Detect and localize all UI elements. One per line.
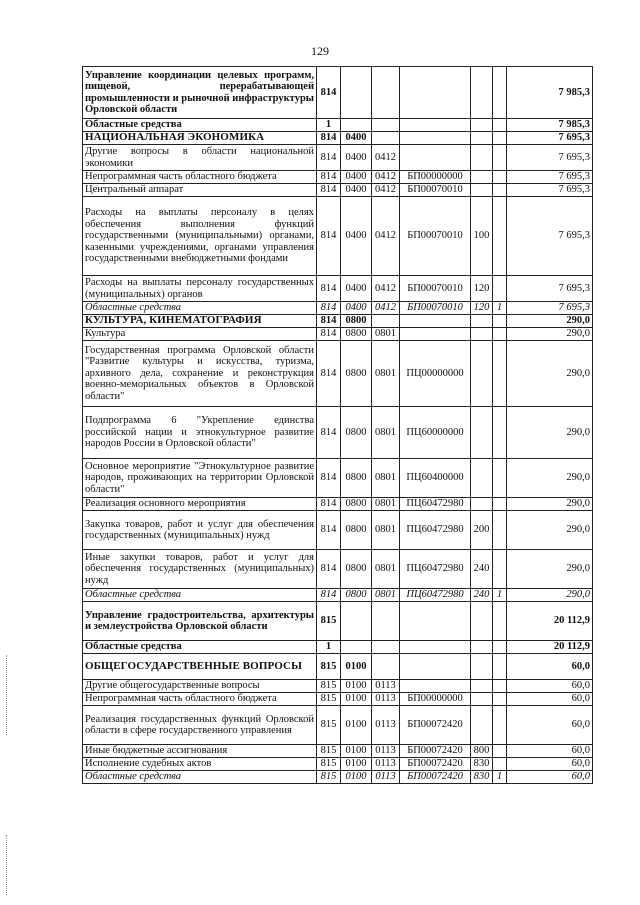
table-row <box>83 498 593 511</box>
amount: 290,0 <box>507 459 593 498</box>
row-name: Областные средства <box>83 641 317 654</box>
code-target-article: БП00070010 <box>400 276 471 302</box>
code-section: 0400 <box>341 197 372 276</box>
row-name: ОБЩЕГОСУДАРСТВЕННЫЕ ВОПРОСЫ <box>83 654 317 680</box>
code-target-article <box>400 328 471 341</box>
code-target-article: БП00070010 <box>400 302 471 315</box>
code-target-article: ПЦ60472980 <box>400 550 471 589</box>
code-funding-source <box>493 276 507 302</box>
table-row <box>83 132 593 145</box>
code-grbs: 814 <box>317 550 341 589</box>
code-subsection: 0801 <box>372 459 400 498</box>
table-row <box>83 654 593 680</box>
code-grbs: 814 <box>317 171 341 184</box>
code-subsection <box>372 67 400 119</box>
amount: 7 695,3 <box>507 276 593 302</box>
table-row <box>83 459 593 498</box>
table-row <box>83 511 593 550</box>
amount: 20 112,9 <box>507 641 593 654</box>
code-target-article: ПЦ60472980 <box>400 498 471 511</box>
code-section: 0800 <box>341 589 372 602</box>
code-target-article: ПЦ60472980 <box>400 511 471 550</box>
code-expense-type <box>471 67 493 119</box>
code-funding-source <box>493 654 507 680</box>
code-funding-source: 1 <box>493 771 507 784</box>
row-name: Управление градостроительства, архитектуры и землеустройства Орловской области <box>83 602 317 641</box>
table-row <box>83 171 593 184</box>
table-row <box>83 693 593 706</box>
row-name: Культура <box>83 328 317 341</box>
code-target-article: БП00000000 <box>400 693 471 706</box>
code-target-article <box>400 315 471 328</box>
code-section: 0800 <box>341 407 372 459</box>
row-name: Другие общегосударственные вопросы <box>83 680 317 693</box>
code-funding-source <box>493 758 507 771</box>
code-target-article: ПЦ60472980 <box>400 589 471 602</box>
row-name: Подпрограмма 6 "Укрепление единства российской нации и этнокультурное развитие народов России в Орловской области" <box>83 407 317 459</box>
code-section: 0400 <box>341 171 372 184</box>
code-subsection: 0113 <box>372 771 400 784</box>
code-expense-type <box>471 341 493 407</box>
row-name: Областные средства <box>83 771 317 784</box>
row-name: Реализация государственных функций Орловской области в сфере государственного управления <box>83 706 317 745</box>
code-funding-source <box>493 641 507 654</box>
code-expense-type <box>471 602 493 641</box>
scan-edge-marks <box>6 655 11 735</box>
code-section: 0100 <box>341 654 372 680</box>
code-subsection: 0801 <box>372 589 400 602</box>
amount: 60,0 <box>507 680 593 693</box>
row-name: Центральный аппарат <box>83 184 317 197</box>
code-subsection <box>372 641 400 654</box>
code-section: 0800 <box>341 498 372 511</box>
code-target-article: БП00072420 <box>400 771 471 784</box>
table-row <box>83 197 593 276</box>
code-grbs: 815 <box>317 680 341 693</box>
code-expense-type: 830 <box>471 758 493 771</box>
code-expense-type <box>471 184 493 197</box>
code-target-article: БП00070010 <box>400 184 471 197</box>
code-funding-source <box>493 145 507 171</box>
code-subsection: 0412 <box>372 197 400 276</box>
row-name: Непрограммная часть областного бюджета <box>83 693 317 706</box>
amount: 60,0 <box>507 693 593 706</box>
code-subsection <box>372 315 400 328</box>
code-expense-type <box>471 693 493 706</box>
code-expense-type <box>471 680 493 693</box>
code-target-article: ПЦ00000000 <box>400 341 471 407</box>
code-section: 0100 <box>341 680 372 693</box>
row-name: Управление координации целевых программ, пищевой, перерабатывающей промышленности и рыночной инфраструктуры Орловской области <box>83 67 317 119</box>
code-grbs: 815 <box>317 745 341 758</box>
amount: 60,0 <box>507 771 593 784</box>
table-row <box>83 67 593 119</box>
row-name: Другие вопросы в области национальной экономики <box>83 145 317 171</box>
amount: 7 985,3 <box>507 67 593 119</box>
code-funding-source <box>493 745 507 758</box>
code-target-article: ПЦ60000000 <box>400 407 471 459</box>
code-section <box>341 602 372 641</box>
code-subsection: 0113 <box>372 745 400 758</box>
code-section: 0400 <box>341 276 372 302</box>
table-row <box>83 119 593 132</box>
amount: 7 695,3 <box>507 171 593 184</box>
code-funding-source <box>493 184 507 197</box>
amount: 7 985,3 <box>507 119 593 132</box>
code-subsection: 0113 <box>372 706 400 745</box>
row-name: Областные средства <box>83 119 317 132</box>
code-target-article <box>400 145 471 171</box>
code-target-article <box>400 602 471 641</box>
code-subsection: 0801 <box>372 498 400 511</box>
amount: 290,0 <box>507 550 593 589</box>
code-grbs: 814 <box>317 145 341 171</box>
budget-table-body <box>83 67 593 784</box>
row-name: Исполнение судебных актов <box>83 758 317 771</box>
row-name: НАЦИОНАЛЬНАЯ ЭКОНОМИКА <box>83 132 317 145</box>
scan-edge-marks <box>6 835 11 895</box>
row-name: Областные средства <box>83 589 317 602</box>
code-funding-source <box>493 341 507 407</box>
row-name: КУЛЬТУРА, КИНЕМАТОГРАФИЯ <box>83 315 317 328</box>
code-expense-type: 240 <box>471 550 493 589</box>
amount: 7 695,3 <box>507 132 593 145</box>
amount: 290,0 <box>507 315 593 328</box>
row-name: Государственная программа Орловской области "Развитие культуры и искусства, туризма, архивного дела, сохранение и реконструкция военно-мемориальных объектов в Орловской области" <box>83 341 317 407</box>
table-row <box>83 771 593 784</box>
code-funding-source <box>493 328 507 341</box>
code-funding-source <box>493 706 507 745</box>
code-target-article: БП00072420 <box>400 706 471 745</box>
amount: 290,0 <box>507 407 593 459</box>
code-subsection: 0412 <box>372 145 400 171</box>
code-expense-type <box>471 654 493 680</box>
code-expense-type <box>471 132 493 145</box>
code-expense-type: 120 <box>471 302 493 315</box>
code-grbs: 814 <box>317 132 341 145</box>
code-grbs: 814 <box>317 276 341 302</box>
code-grbs: 814 <box>317 315 341 328</box>
code-funding-source <box>493 67 507 119</box>
code-funding-source <box>493 171 507 184</box>
code-target-article <box>400 654 471 680</box>
code-grbs: 815 <box>317 654 341 680</box>
code-expense-type <box>471 145 493 171</box>
code-section <box>341 641 372 654</box>
code-funding-source: 1 <box>493 302 507 315</box>
table-row <box>83 758 593 771</box>
code-section: 0100 <box>341 771 372 784</box>
code-grbs: 814 <box>317 589 341 602</box>
code-expense-type: 120 <box>471 276 493 302</box>
code-grbs: 814 <box>317 184 341 197</box>
table-row <box>83 145 593 171</box>
code-grbs: 814 <box>317 197 341 276</box>
code-expense-type: 830 <box>471 771 493 784</box>
code-subsection: 0113 <box>372 680 400 693</box>
table-row <box>83 341 593 407</box>
code-subsection: 0412 <box>372 184 400 197</box>
code-expense-type <box>471 119 493 132</box>
table-row <box>83 641 593 654</box>
table-row <box>83 602 593 641</box>
amount: 60,0 <box>507 758 593 771</box>
code-section: 0800 <box>341 550 372 589</box>
table-row <box>83 276 593 302</box>
row-name: Расходы на выплаты персоналу в целях обеспечения выполнения функций государственными (муниципальными) органами, казенными учреждениями, органами управления государственными внебюджетными фондами <box>83 197 317 276</box>
code-grbs: 814 <box>317 302 341 315</box>
code-funding-source <box>493 315 507 328</box>
table-row <box>83 706 593 745</box>
table-row <box>83 328 593 341</box>
amount: 290,0 <box>507 498 593 511</box>
code-funding-source <box>493 119 507 132</box>
code-section <box>341 67 372 119</box>
row-name: Расходы на выплаты персоналу государственных (муниципальных) органов <box>83 276 317 302</box>
code-funding-source <box>493 197 507 276</box>
code-target-article: БП00000000 <box>400 171 471 184</box>
code-subsection: 0412 <box>372 302 400 315</box>
code-funding-source <box>493 602 507 641</box>
code-expense-type <box>471 315 493 328</box>
code-grbs: 814 <box>317 407 341 459</box>
code-section: 0800 <box>341 459 372 498</box>
code-subsection: 0801 <box>372 511 400 550</box>
code-target-article <box>400 119 471 132</box>
code-grbs: 1 <box>317 119 341 132</box>
table-row <box>83 589 593 602</box>
code-subsection <box>372 602 400 641</box>
table-row <box>83 184 593 197</box>
code-subsection: 0801 <box>372 550 400 589</box>
row-name: Закупка товаров, работ и услуг для обеспечения государственных (муниципальных) нужд <box>83 511 317 550</box>
code-target-article: БП00072420 <box>400 758 471 771</box>
row-name: Иные закупки товаров, работ и услуг для обеспечения государственных (муниципальных) нужд <box>83 550 317 589</box>
code-subsection <box>372 119 400 132</box>
code-grbs: 815 <box>317 758 341 771</box>
amount: 7 695,3 <box>507 302 593 315</box>
amount: 7 695,3 <box>507 184 593 197</box>
page-number: 129 <box>311 44 329 58</box>
amount: 7 695,3 <box>507 197 593 276</box>
table-row <box>83 302 593 315</box>
code-grbs: 814 <box>317 328 341 341</box>
code-subsection: 0801 <box>372 328 400 341</box>
code-grbs: 814 <box>317 67 341 119</box>
code-grbs: 814 <box>317 341 341 407</box>
code-grbs: 815 <box>317 602 341 641</box>
amount: 7 695,3 <box>507 145 593 171</box>
code-section: 0800 <box>341 511 372 550</box>
code-funding-source <box>493 498 507 511</box>
table-row <box>83 407 593 459</box>
row-name: Областные средства <box>83 302 317 315</box>
code-subsection: 0113 <box>372 758 400 771</box>
code-expense-type <box>471 407 493 459</box>
table-row <box>83 745 593 758</box>
code-expense-type <box>471 706 493 745</box>
code-target-article: БП00072420 <box>400 745 471 758</box>
code-expense-type: 200 <box>471 511 493 550</box>
code-section <box>341 119 372 132</box>
code-funding-source <box>493 407 507 459</box>
amount: 60,0 <box>507 706 593 745</box>
amount: 290,0 <box>507 328 593 341</box>
row-name: Основное мероприятие "Этнокультурное развитие народов, проживающих на территории Орловской области" <box>83 459 317 498</box>
code-funding-source <box>493 550 507 589</box>
code-funding-source: 1 <box>493 589 507 602</box>
code-expense-type: 240 <box>471 589 493 602</box>
code-section: 0400 <box>341 145 372 171</box>
code-grbs: 815 <box>317 706 341 745</box>
code-funding-source <box>493 132 507 145</box>
code-expense-type <box>471 171 493 184</box>
code-section: 0100 <box>341 693 372 706</box>
code-expense-type <box>471 641 493 654</box>
code-subsection <box>372 132 400 145</box>
code-target-article <box>400 680 471 693</box>
amount: 290,0 <box>507 589 593 602</box>
code-expense-type <box>471 498 493 511</box>
code-section: 0100 <box>341 745 372 758</box>
amount: 290,0 <box>507 341 593 407</box>
code-section: 0400 <box>341 132 372 145</box>
code-subsection: 0801 <box>372 407 400 459</box>
code-target-article <box>400 641 471 654</box>
code-funding-source <box>493 459 507 498</box>
row-name: Непрограммная часть областного бюджета <box>83 171 317 184</box>
code-expense-type <box>471 328 493 341</box>
code-subsection: 0113 <box>372 693 400 706</box>
code-subsection: 0801 <box>372 341 400 407</box>
row-name: Иные бюджетные ассигнования <box>83 745 317 758</box>
code-subsection: 0412 <box>372 171 400 184</box>
code-funding-source <box>493 511 507 550</box>
code-grbs: 814 <box>317 459 341 498</box>
amount: 60,0 <box>507 654 593 680</box>
code-section: 0800 <box>341 341 372 407</box>
code-section: 0100 <box>341 706 372 745</box>
code-target-article <box>400 67 471 119</box>
code-funding-source <box>493 680 507 693</box>
code-target-article: БП00070010 <box>400 197 471 276</box>
code-target-article <box>400 132 471 145</box>
code-section: 0400 <box>341 302 372 315</box>
code-expense-type: 100 <box>471 197 493 276</box>
code-expense-type: 800 <box>471 745 493 758</box>
code-section: 0800 <box>341 315 372 328</box>
amount: 290,0 <box>507 511 593 550</box>
code-section: 0400 <box>341 184 372 197</box>
code-grbs: 815 <box>317 693 341 706</box>
code-grbs: 814 <box>317 511 341 550</box>
amount: 20 112,9 <box>507 602 593 641</box>
code-target-article: ПЦ60400000 <box>400 459 471 498</box>
code-expense-type <box>471 459 493 498</box>
code-subsection: 0412 <box>372 276 400 302</box>
code-section: 0800 <box>341 328 372 341</box>
code-grbs: 814 <box>317 498 341 511</box>
code-funding-source <box>493 693 507 706</box>
table-row <box>83 680 593 693</box>
table-row <box>83 315 593 328</box>
amount: 60,0 <box>507 745 593 758</box>
code-grbs: 815 <box>317 771 341 784</box>
code-section: 0100 <box>341 758 372 771</box>
code-subsection <box>372 654 400 680</box>
table-row <box>83 550 593 589</box>
row-name: Реализация основного мероприятия <box>83 498 317 511</box>
budget-table <box>82 66 593 784</box>
code-grbs: 1 <box>317 641 341 654</box>
